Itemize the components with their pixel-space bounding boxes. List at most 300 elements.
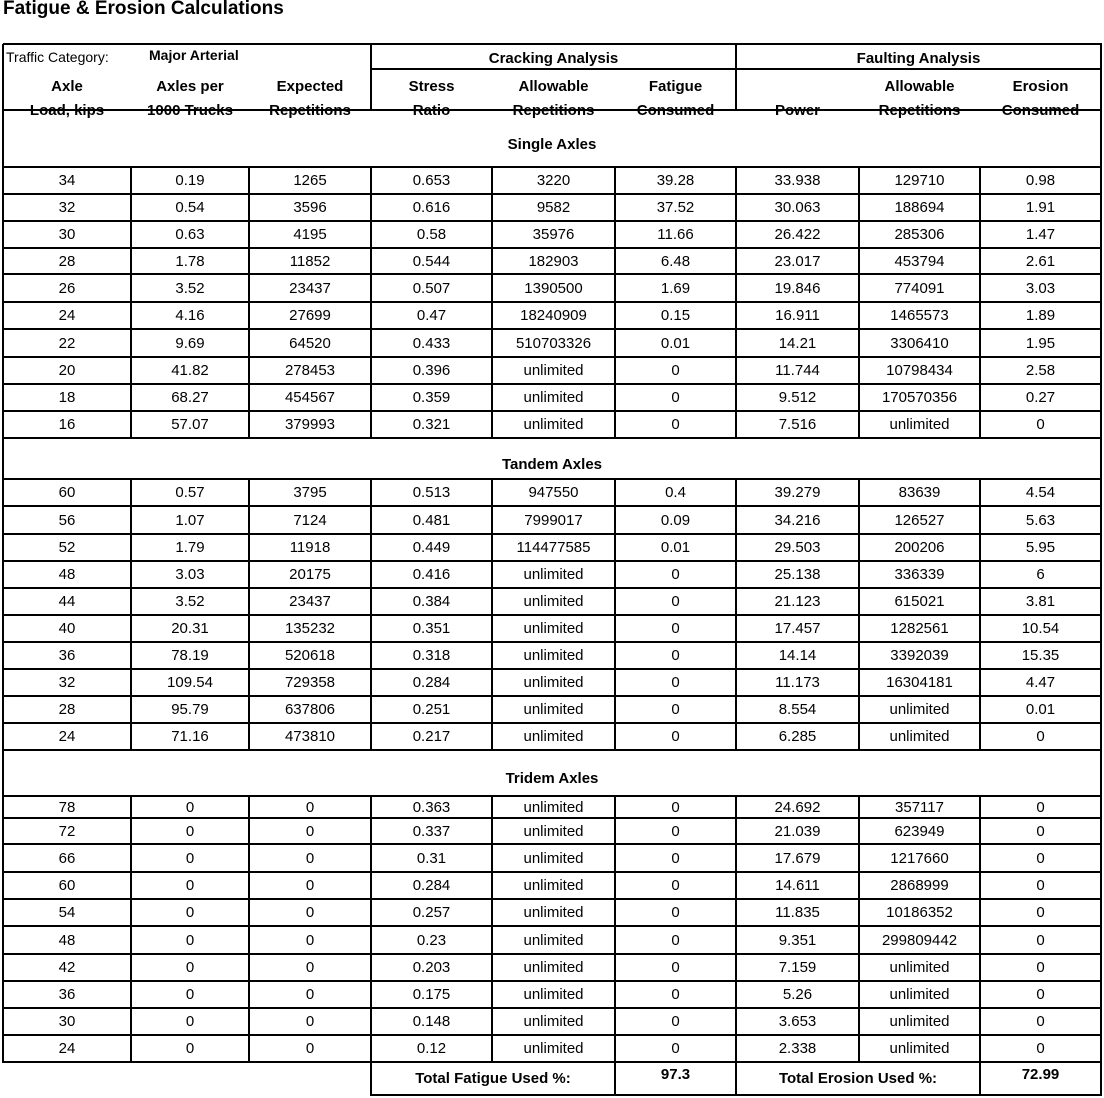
table-cell-expected-repetitions: 3596: [293, 199, 327, 216]
column-line: [735, 167, 737, 439]
table-cell-allowable-repetitions-cracking: unlimited: [523, 959, 584, 976]
erosion-consumed-header-line1: Erosion: [1012, 78, 1069, 95]
table-cell-axles-per-1000-trucks: 1.07: [175, 511, 205, 529]
table-cell-stress-ratio: 0.203: [412, 959, 451, 976]
table-cell-fatigue-consumed: 0: [671, 701, 680, 718]
table-cell-power: 30.063: [774, 199, 821, 216]
traffic-category-label: Traffic Category:: [6, 48, 109, 65]
table-cell-axles-per-1000-trucks: 0: [185, 1013, 195, 1030]
table-cell-fatigue-consumed: 39.28: [656, 172, 695, 189]
table-cell-axles-per-1000-trucks: 68.27: [171, 389, 209, 406]
table-cell-allowable-repetitions-cracking: unlimited: [523, 416, 584, 433]
table-cell-erosion-consumed: 0.27: [1025, 389, 1056, 406]
table-cell-erosion-consumed: 0: [1036, 849, 1045, 867]
table-cell-stress-ratio: 0.284: [412, 877, 451, 894]
table-cell-axle-load: 24: [58, 728, 76, 745]
table-cell-expected-repetitions: 7124: [293, 511, 327, 529]
fatigue-erosion-table: [3, 44, 1103, 1097]
table-cell-axles-per-1000-trucks: 3.52: [175, 593, 205, 610]
table-cell-axle-load: 34: [58, 172, 76, 189]
table-cell-erosion-consumed: 0: [1036, 904, 1045, 921]
stress-ratio-header-line2: Ratio: [412, 102, 451, 119]
table-cell-allowable-repetitions-faulting: 1465573: [890, 307, 949, 324]
row-line: [3, 383, 1102, 385]
table-cell-allowable-repetitions-faulting: 285306: [894, 226, 945, 243]
row-line: [3, 560, 1102, 562]
column-line: [370, 479, 372, 751]
table-cell-erosion-consumed: 3.81: [1025, 593, 1056, 610]
table-cell-power: 2.338: [778, 1040, 817, 1057]
table-cell-expected-repetitions: 23437: [289, 279, 331, 297]
table-cell-stress-ratio: 0.23: [416, 931, 447, 949]
table-cell-expected-repetitions: 278453: [284, 362, 336, 379]
table-cell-expected-repetitions: 4195: [293, 226, 327, 243]
table-cell-fatigue-consumed: 0: [671, 1040, 680, 1057]
table-cell-expected-repetitions: 135232: [284, 620, 336, 637]
table-cell-allowable-repetitions-faulting: 336339: [894, 566, 945, 583]
table-cell-axles-per-1000-trucks: 3.03: [175, 566, 205, 583]
table-cell-erosion-consumed: 0: [1036, 728, 1045, 745]
table-cell-allowable-repetitions-cracking: unlimited: [523, 647, 584, 664]
table-cell-fatigue-consumed: 0.09: [660, 511, 691, 529]
row-line: [3, 668, 1102, 670]
table-cell-axles-per-1000-trucks: 0: [185, 849, 195, 867]
table-cell-allowable-repetitions-faulting: unlimited: [889, 416, 950, 433]
table-cell-axles-per-1000-trucks: 9.69: [175, 334, 205, 352]
table-cell-expected-repetitions: 0: [305, 798, 315, 816]
table-cell-power: 5.26: [782, 986, 813, 1003]
column-line: [248, 479, 250, 751]
table-cell-axle-load: 40: [58, 620, 76, 637]
table-cell-allowable-repetitions-faulting: unlimited: [889, 701, 950, 718]
table-cell-allowable-repetitions-cracking: 947550: [528, 484, 579, 501]
table-cell-expected-repetitions: 23437: [289, 593, 331, 610]
table-cell-erosion-consumed: 0: [1036, 1013, 1045, 1030]
table-cell-power: 14.21: [778, 334, 817, 352]
table-cell-erosion-consumed: 0.98: [1025, 172, 1056, 189]
table-cell-fatigue-consumed: 0: [671, 728, 680, 745]
table-cell-erosion-consumed: 0: [1036, 877, 1045, 894]
table-cell-erosion-consumed: 0.01: [1025, 701, 1056, 718]
table-cell-stress-ratio: 0.148: [412, 1013, 451, 1030]
table-cell-expected-repetitions: 637806: [284, 701, 336, 718]
table-cell-axle-load: 42: [58, 959, 76, 976]
table-cell-allowable-repetitions-cracking: unlimited: [523, 849, 584, 867]
table-cell-erosion-consumed: 0: [1036, 416, 1045, 433]
table-left-border: [2, 44, 4, 1063]
power-header-line1: [736, 79, 859, 97]
table-cell-allowable-repetitions-faulting: 623949: [894, 822, 945, 840]
table-cell-stress-ratio: 0.31: [416, 849, 447, 867]
table-cell-axle-load: 54: [58, 904, 76, 921]
table-cell-axles-per-1000-trucks: 0: [185, 959, 195, 976]
table-cell-expected-repetitions: 0: [305, 931, 315, 949]
row-line: [3, 166, 1102, 168]
table-cell-expected-repetitions: 20175: [289, 566, 331, 583]
table-cell-axle-load: 36: [58, 986, 76, 1003]
table-cell-expected-repetitions: 1265: [293, 172, 327, 189]
table-cell-fatigue-consumed: 0: [671, 849, 680, 867]
table-cell-axle-load: 18: [58, 389, 76, 406]
table-cell-expected-repetitions: 473810: [284, 728, 336, 745]
column-line: [614, 167, 616, 439]
table-cell-allowable-repetitions-cracking: 3220: [536, 172, 571, 189]
table-cell-axle-load: 22: [58, 334, 76, 352]
table-cell-fatigue-consumed: 0.15: [660, 307, 691, 324]
table-cell-axles-per-1000-trucks: 0: [185, 822, 195, 840]
table-cell-allowable-repetitions-cracking: unlimited: [523, 931, 584, 949]
table-cell-allowable-repetitions-faulting: 170570356: [881, 389, 958, 406]
section-title: Tridem Axles: [505, 770, 599, 787]
column-line: [979, 479, 981, 751]
axles-per-1000-trucks-header-line1: Axles per: [156, 78, 224, 95]
column-line: [130, 479, 132, 751]
table-cell-stress-ratio: 0.351: [412, 620, 451, 637]
group-divider: [735, 44, 737, 111]
table-cell-allowable-repetitions-faulting: 10186352: [886, 904, 953, 921]
header-bottom-border: [3, 109, 1102, 111]
table-cell-stress-ratio: 0.616: [412, 199, 451, 216]
row-line: [3, 1061, 1102, 1063]
table-cell-axles-per-1000-trucks: 0.54: [175, 199, 205, 216]
table-cell-allowable-repetitions-faulting: 10798434: [886, 362, 953, 379]
table-cell-axle-load: 28: [58, 252, 76, 270]
table-cell-expected-repetitions: 64520: [289, 334, 331, 352]
total-erosion-value: 72.99: [1021, 1065, 1060, 1083]
column-line: [979, 796, 981, 1063]
table-cell-allowable-repetitions-faulting: 3306410: [890, 334, 949, 352]
table-cell-fatigue-consumed: 0: [671, 798, 680, 816]
table-cell-fatigue-consumed: 0: [671, 674, 680, 691]
row-line: [3, 410, 1102, 412]
total-fatigue-label: Total Fatigue Used %:: [415, 1069, 571, 1087]
table-cell-power: 17.457: [774, 620, 821, 637]
table-cell-erosion-consumed: 0: [1036, 1040, 1045, 1057]
column-line: [370, 167, 372, 439]
row-line: [3, 505, 1102, 507]
table-cell-allowable-repetitions-faulting: 774091: [894, 279, 945, 297]
table-cell-axle-load: 60: [58, 484, 76, 501]
table-cell-expected-repetitions: 729358: [284, 674, 336, 691]
table-cell-power: 9.351: [778, 931, 817, 949]
table-cell-power: 11.835: [775, 904, 820, 921]
table-cell-power: 21.123: [774, 593, 821, 610]
table-cell-power: 7.159: [778, 959, 817, 976]
table-cell-power: 16.911: [775, 307, 820, 324]
table-cell-erosion-consumed: 0: [1036, 798, 1045, 816]
table-cell-erosion-consumed: 0: [1036, 822, 1045, 840]
table-cell-axles-per-1000-trucks: 0: [185, 986, 195, 1003]
row-line: [3, 722, 1102, 724]
table-cell-allowable-repetitions-faulting: 129710: [894, 172, 945, 189]
table-cell-axle-load: 26: [58, 279, 76, 297]
table-cell-erosion-consumed: 4.54: [1025, 484, 1056, 501]
column-line: [858, 479, 860, 751]
table-cell-allowable-repetitions-cracking: unlimited: [523, 798, 584, 816]
table-cell-power: 11.744: [775, 362, 820, 379]
table-cell-allowable-repetitions-faulting: unlimited: [889, 986, 950, 1003]
row-line: [3, 328, 1102, 330]
column-line: [130, 796, 132, 1063]
table-cell-allowable-repetitions-faulting: 357117: [895, 798, 944, 816]
table-cell-allowable-repetitions-cracking: unlimited: [523, 986, 584, 1003]
table-right-border: [1100, 44, 1102, 1096]
table-cell-stress-ratio: 0.653: [412, 172, 451, 189]
table-cell-stress-ratio: 0.513: [412, 484, 451, 501]
table-cell-axles-per-1000-trucks: 109.54: [167, 674, 213, 691]
table-cell-expected-repetitions: 0: [305, 1013, 315, 1030]
table-cell-erosion-consumed: 15.35: [1021, 647, 1060, 664]
table-cell-stress-ratio: 0.433: [412, 334, 451, 352]
table-cell-allowable-repetitions-cracking: 114477585: [516, 539, 591, 556]
row-line: [3, 843, 1102, 845]
column-line: [735, 796, 737, 1063]
table-cell-allowable-repetitions-cracking: unlimited: [523, 1013, 584, 1030]
table-cell-power: 33.938: [774, 172, 821, 189]
table-cell-stress-ratio: 0.544: [412, 252, 451, 270]
table-cell-allowable-repetitions-cracking: 510703326: [515, 334, 592, 352]
table-cell-expected-repetitions: 11918: [289, 539, 331, 556]
table-cell-axle-load: 44: [58, 593, 76, 610]
table-cell-erosion-consumed: 5.63: [1025, 511, 1056, 529]
table-cell-power: 26.422: [774, 226, 821, 243]
table-cell-allowable-repetitions-faulting: 83639: [898, 484, 941, 501]
row-line: [3, 980, 1102, 982]
table-cell-allowable-repetitions-cracking: 18240909: [520, 307, 587, 324]
table-cell-power: 17.679: [774, 849, 821, 867]
table-cell-erosion-consumed: 3.03: [1025, 279, 1056, 297]
table-cell-allowable-repetitions-cracking: unlimited: [523, 362, 584, 379]
allowable-repetitions-cracking-header-line1: Allowable: [518, 78, 589, 95]
table-cell-allowable-repetitions-cracking: unlimited: [523, 620, 584, 637]
table-cell-axle-load: 16: [58, 416, 76, 433]
table-cell-allowable-repetitions-cracking: unlimited: [523, 701, 584, 718]
table-cell-power: 21.039: [774, 822, 821, 840]
row-line: [3, 749, 1102, 751]
table-cell-power: 39.279: [774, 484, 821, 501]
table-cell-power: 14.14: [778, 647, 817, 664]
table-cell-axles-per-1000-trucks: 71.16: [171, 728, 209, 745]
row-line: [3, 478, 1102, 480]
table-cell-stress-ratio: 0.384: [412, 593, 451, 610]
table-cell-allowable-repetitions-faulting: unlimited: [889, 728, 950, 745]
row-line: [3, 641, 1102, 643]
table-cell-expected-repetitions: 379993: [284, 416, 336, 433]
cracking-analysis-header: Cracking Analysis: [488, 49, 619, 67]
table-cell-fatigue-consumed: 1.69: [660, 279, 691, 297]
table-cell-erosion-consumed: 1.89: [1025, 307, 1056, 324]
table-cell-axles-per-1000-trucks: 0: [185, 931, 195, 949]
group-divider: [370, 44, 372, 111]
table-cell-erosion-consumed: 0: [1036, 986, 1045, 1003]
table-cell-expected-repetitions: 0: [305, 959, 315, 976]
allowable-repetitions-faulting-header-line1: Allowable: [884, 78, 955, 95]
table-cell-fatigue-consumed: 0: [671, 931, 680, 949]
table-cell-axles-per-1000-trucks: 95.79: [171, 701, 209, 718]
table-cell-stress-ratio: 0.481: [412, 511, 451, 529]
table-cell-fatigue-consumed: 0: [671, 389, 680, 406]
table-cell-allowable-repetitions-faulting: 16304181: [886, 674, 953, 691]
table-cell-fatigue-consumed: 6.48: [660, 252, 691, 270]
table-cell-expected-repetitions: 27699: [289, 307, 331, 324]
table-cell-axle-load: 36: [58, 647, 76, 664]
total-erosion-label: Total Erosion Used %:: [778, 1069, 938, 1087]
table-cell-stress-ratio: 0.507: [412, 279, 451, 297]
table-cell-expected-repetitions: 454567: [284, 389, 336, 406]
totals-divider: [614, 1062, 616, 1096]
table-cell-axles-per-1000-trucks: 0: [185, 1040, 195, 1057]
table-cell-allowable-repetitions-cracking: unlimited: [523, 1040, 584, 1057]
table-cell-expected-repetitions: 0: [305, 1040, 315, 1057]
table-cell-axles-per-1000-trucks: 41.82: [171, 362, 209, 379]
table-cell-fatigue-consumed: 11.66: [657, 226, 694, 243]
table-top-border: [3, 43, 1102, 45]
row-line: [3, 614, 1102, 616]
table-cell-expected-repetitions: 0: [305, 877, 315, 894]
table-cell-fatigue-consumed: 0: [671, 877, 680, 894]
table-cell-expected-repetitions: 0: [305, 986, 315, 1003]
table-cell-erosion-consumed: 1.95: [1025, 334, 1056, 352]
table-cell-erosion-consumed: 5.95: [1025, 539, 1056, 556]
table-cell-fatigue-consumed: 0: [671, 416, 680, 433]
row-line: [3, 925, 1102, 927]
table-cell-axles-per-1000-trucks: 1.78: [175, 252, 205, 270]
table-cell-erosion-consumed: 4.47: [1025, 674, 1056, 691]
column-line: [248, 167, 250, 439]
table-cell-axle-load: 78: [58, 798, 76, 816]
table-cell-power: 9.512: [778, 389, 817, 406]
table-cell-fatigue-consumed: 37.52: [656, 199, 695, 216]
table-cell-expected-repetitions: 0: [305, 904, 315, 921]
table-cell-fatigue-consumed: 0: [671, 904, 680, 921]
column-line: [248, 796, 250, 1063]
table-cell-stress-ratio: 0.359: [412, 389, 451, 406]
table-cell-axles-per-1000-trucks: 78.19: [171, 647, 209, 664]
erosion-consumed-header-line2: Consumed: [1001, 102, 1080, 119]
section-title: Tandem Axles: [501, 456, 603, 473]
table-cell-axles-per-1000-trucks: 1.79: [175, 539, 205, 556]
table-cell-axles-per-1000-trucks: 0: [185, 877, 195, 894]
table-cell-power: 8.554: [778, 701, 817, 718]
table-cell-allowable-repetitions-cracking: unlimited: [523, 904, 584, 921]
table-cell-power: 3.653: [778, 1013, 817, 1030]
row-line: [3, 301, 1102, 303]
table-cell-power: 23.017: [774, 252, 821, 270]
table-cell-stress-ratio: 0.396: [412, 362, 451, 379]
table-cell-allowable-repetitions-faulting: 3392039: [890, 647, 949, 664]
row-line: [3, 953, 1102, 955]
table-cell-allowable-repetitions-faulting: unlimited: [889, 959, 950, 976]
table-cell-allowable-repetitions-faulting: unlimited: [889, 1040, 950, 1057]
table-cell-erosion-consumed: 2.58: [1025, 362, 1056, 379]
table-cell-allowable-repetitions-faulting: 188694: [894, 199, 945, 216]
table-cell-allowable-repetitions-cracking: unlimited: [523, 566, 584, 583]
column-line: [858, 167, 860, 439]
row-line: [3, 587, 1102, 589]
table-cell-allowable-repetitions-cracking: 7999017: [524, 511, 583, 529]
table-cell-axle-load: 60: [58, 877, 76, 894]
table-cell-power: 14.611: [775, 877, 820, 894]
table-cell-allowable-repetitions-faulting: 1217660: [890, 849, 949, 867]
table-cell-allowable-repetitions-cracking: 1390500: [524, 279, 583, 297]
table-cell-stress-ratio: 0.449: [412, 539, 451, 556]
table-cell-axles-per-1000-trucks: 20.31: [171, 620, 209, 637]
totals-divider: [979, 1062, 981, 1096]
table-cell-power: 34.216: [774, 511, 821, 529]
row-line: [3, 1007, 1102, 1009]
column-line: [370, 796, 372, 1063]
table-cell-fatigue-consumed: 0: [671, 959, 680, 976]
table-cell-fatigue-consumed: 0: [671, 986, 680, 1003]
row-line: [3, 898, 1102, 900]
stress-ratio-header-line1: Stress: [408, 78, 455, 95]
table-cell-stress-ratio: 0.337: [412, 822, 451, 840]
axle-load-header-line2: Load, kips: [29, 102, 105, 119]
faulting-analysis-header: Faulting Analysis: [856, 49, 981, 67]
table-cell-stress-ratio: 0.47: [416, 307, 447, 324]
table-cell-fatigue-consumed: 0: [671, 593, 680, 610]
table-cell-allowable-repetitions-cracking: 9582: [536, 199, 571, 216]
table-cell-allowable-repetitions-faulting: 126527: [894, 511, 945, 529]
column-line: [614, 479, 616, 751]
table-cell-erosion-consumed: 10.54: [1021, 620, 1060, 637]
column-line: [614, 796, 616, 1063]
table-cell-allowable-repetitions-cracking: 182903: [528, 252, 579, 270]
row-line: [3, 1034, 1102, 1036]
table-cell-allowable-repetitions-cracking: unlimited: [523, 728, 584, 745]
table-cell-stress-ratio: 0.251: [412, 701, 451, 718]
table-cell-allowable-repetitions-faulting: 2868999: [890, 877, 949, 894]
table-cell-fatigue-consumed: 0: [671, 620, 680, 637]
table-cell-stress-ratio: 0.318: [412, 647, 451, 664]
table-cell-fatigue-consumed: 0.4: [665, 484, 686, 501]
table-cell-erosion-consumed: 2.61: [1025, 252, 1056, 270]
table-cell-axle-load: 32: [58, 199, 76, 216]
power-header-line2: Power: [774, 102, 820, 119]
table-cell-axle-load: 28: [58, 701, 76, 718]
row-line: [3, 356, 1102, 358]
table-cell-fatigue-consumed: 0.01: [660, 334, 691, 352]
row-line: [3, 220, 1102, 222]
row-line: [3, 247, 1102, 249]
table-cell-axle-load: 56: [58, 511, 76, 529]
table-cell-stress-ratio: 0.217: [412, 728, 451, 745]
table-cell-stress-ratio: 0.175: [412, 986, 451, 1003]
table-cell-allowable-repetitions-faulting: 1282561: [890, 620, 949, 637]
column-line: [130, 167, 132, 439]
table-cell-axle-load: 48: [58, 566, 76, 583]
row-line: [3, 533, 1102, 535]
totals-divider: [370, 1062, 372, 1096]
axle-load-header-line1: Axle: [51, 78, 83, 95]
row-line: [3, 437, 1102, 439]
table-cell-allowable-repetitions-cracking: unlimited: [523, 822, 584, 840]
table-cell-power: 29.503: [774, 539, 821, 556]
table-cell-power: 7.516: [778, 416, 817, 433]
table-cell-allowable-repetitions-faulting: 299809442: [881, 931, 958, 949]
table-cell-allowable-repetitions-cracking: 35976: [532, 226, 575, 243]
table-cell-axle-load: 30: [58, 1013, 76, 1030]
table-cell-axle-load: 30: [58, 226, 76, 243]
table-cell-axle-load: 32: [58, 674, 76, 691]
axles-per-1000-trucks-header-line2: 1000 Trucks: [147, 102, 233, 119]
table-cell-expected-repetitions: 3795: [293, 484, 327, 501]
table-cell-erosion-consumed: 1.47: [1025, 226, 1056, 243]
table-cell-erosion-consumed: 0: [1036, 959, 1045, 976]
column-line: [491, 167, 493, 439]
row-line: [3, 273, 1102, 275]
table-cell-expected-repetitions: 11852: [289, 252, 331, 270]
